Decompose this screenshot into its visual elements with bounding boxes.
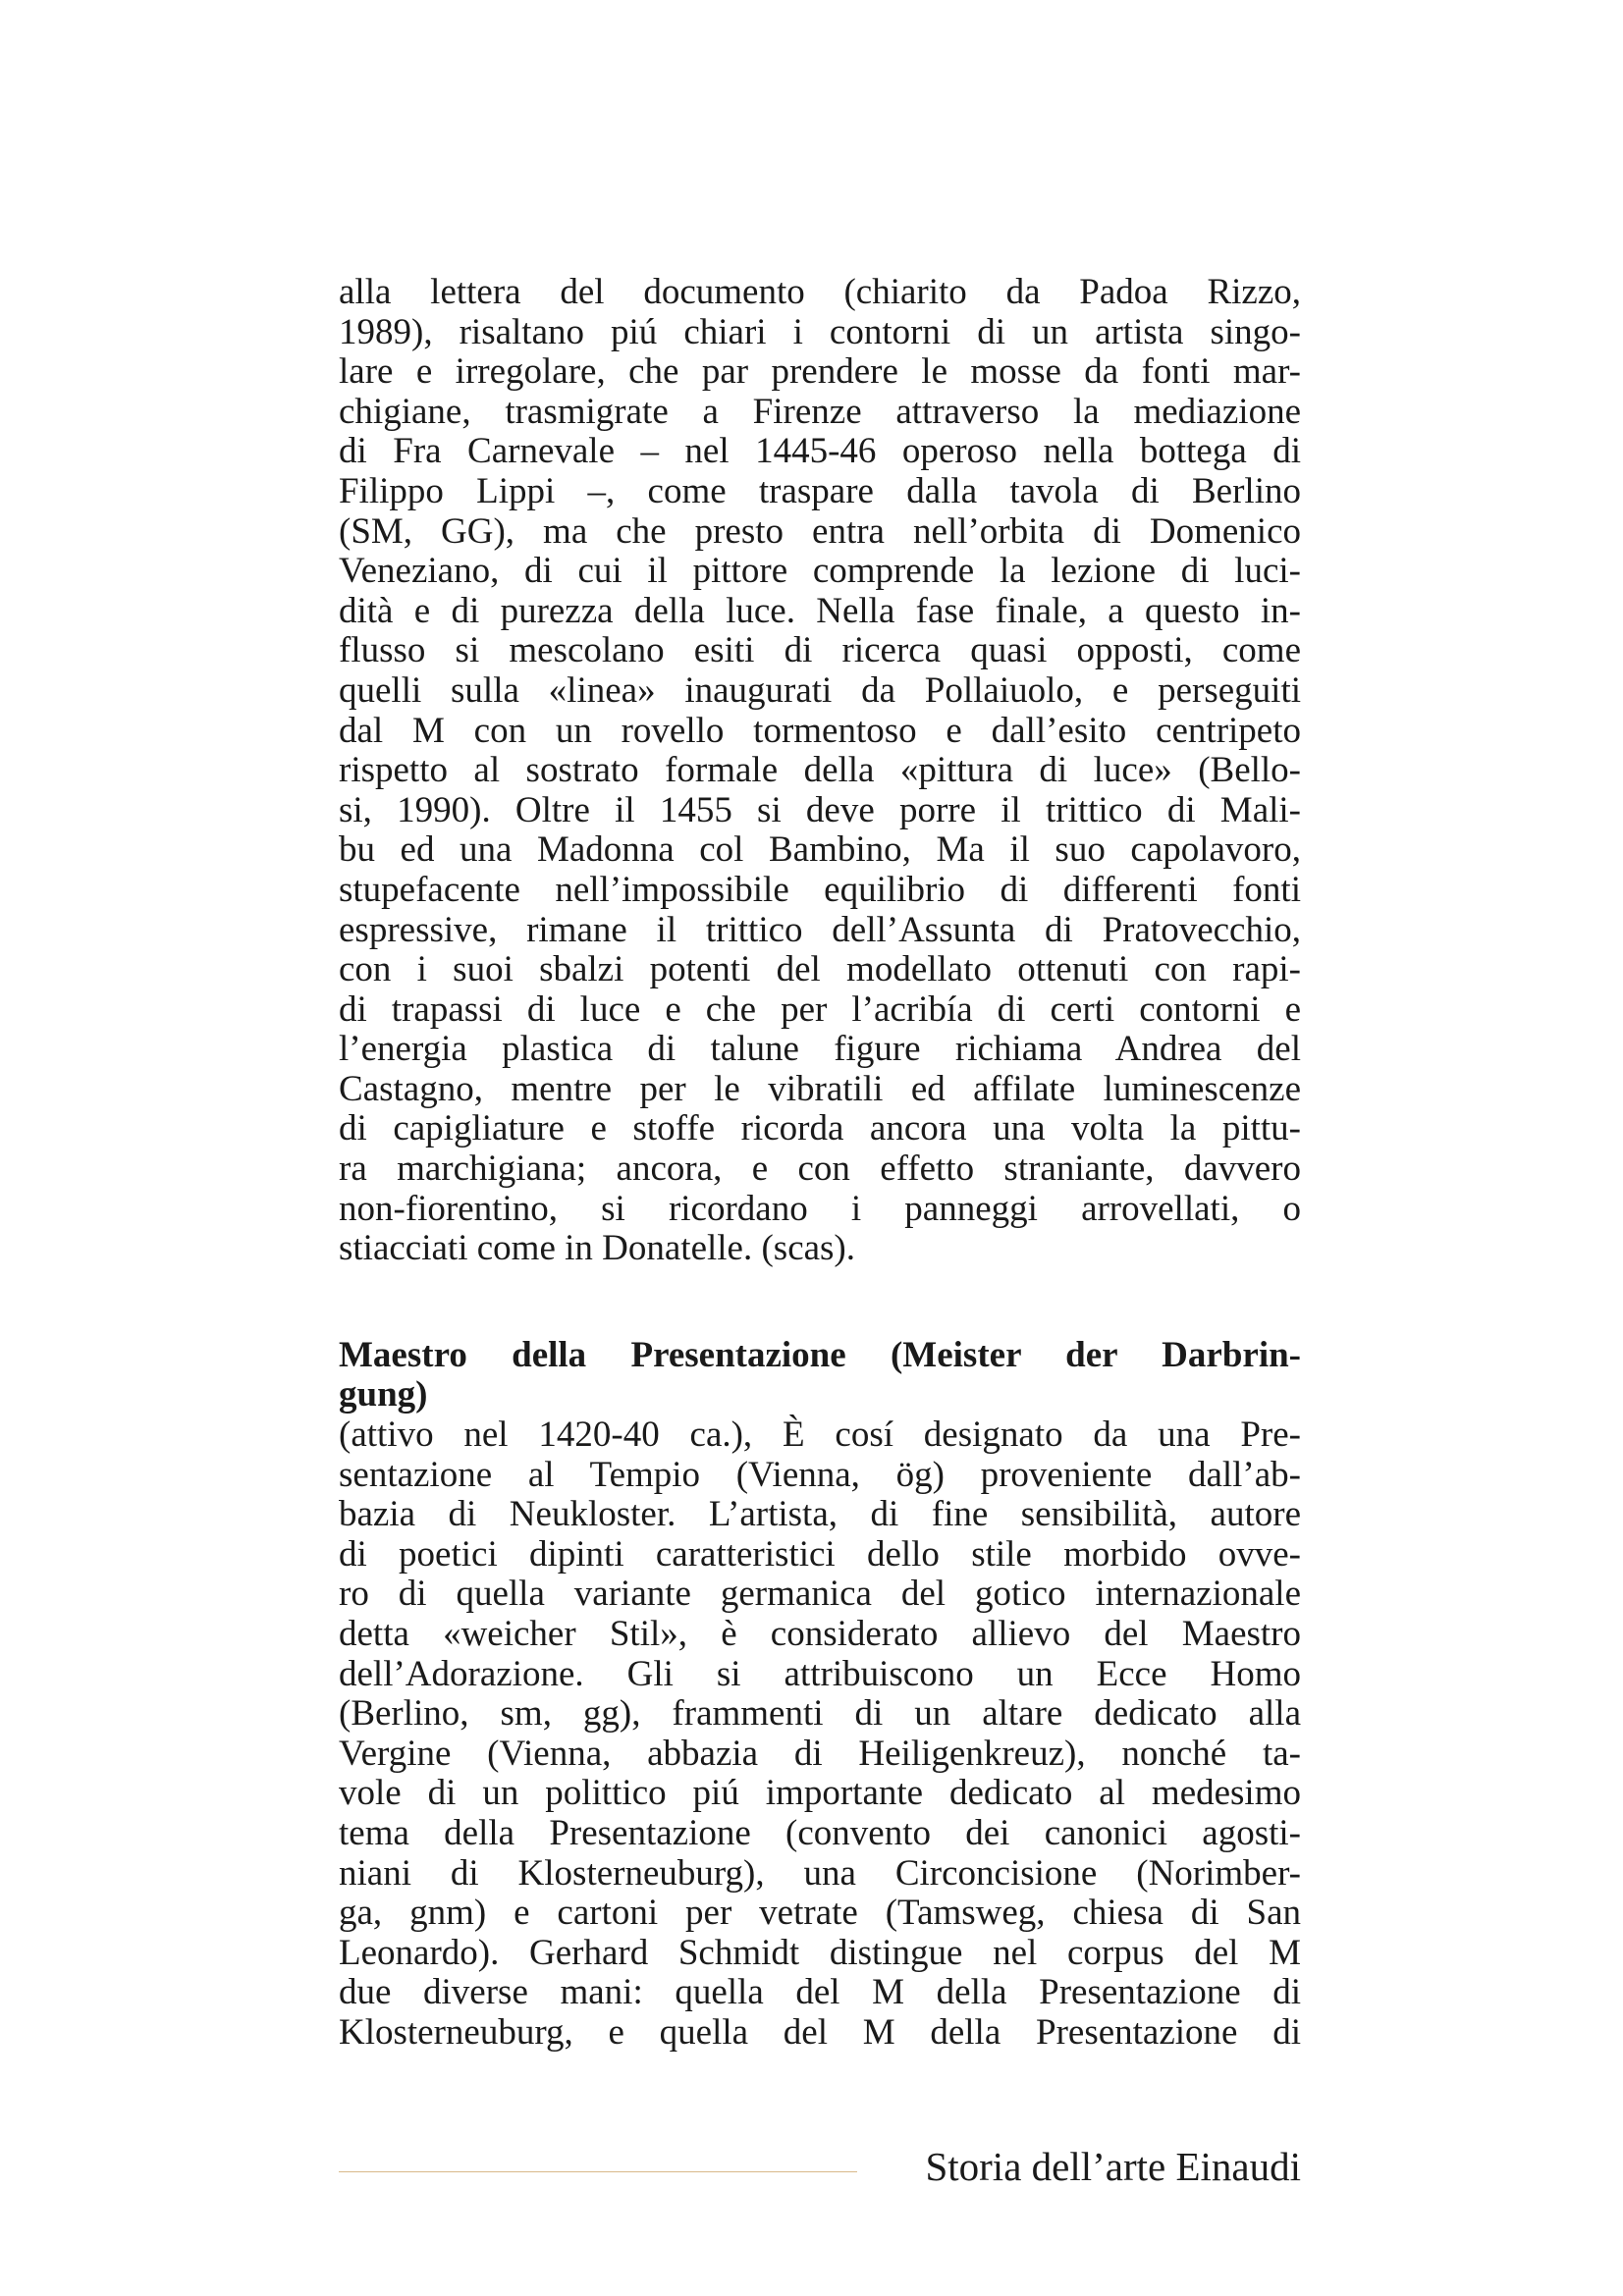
text-line: dità e di purezza della luce. Nella fase finale, a questo in-: [339, 590, 1301, 631]
text-line: Klosterneuburg, e quella del M della Presentazione di: [339, 2011, 1301, 2053]
entry-heading: [339, 1336, 1301, 1415]
text-line: vole di un polittico piú importante dedicato al medesimo: [339, 1773, 1301, 1814]
text-line: Vergine (Vienna, abbazia di Heiligenkreuz), nonché ta-: [339, 1733, 1301, 1774]
page-footer: [339, 2142, 1301, 2191]
text-line: (SM, GG), ma che presto entra nell’orbita di Domenico: [339, 510, 1301, 552]
text-line: espressive, rimane il trittico dell’Assunta di Pratovecchio,: [339, 909, 1301, 950]
text-line: con i suoi sbalzi potenti del modellato ottenuti con rapi-: [339, 949, 1301, 990]
text-line: flusso si mescolano esiti di ricerca quasi opposti, come: [339, 630, 1301, 671]
text-line: l’energia plastica di talune figure richiama Andrea del: [339, 1029, 1301, 1070]
text-line: Castagno, mentre per le vibratili ed affilate luminescenze: [339, 1068, 1301, 1109]
page-content: [339, 273, 1301, 2054]
text-line: Veneziano, di cui il pittore comprende la lezione di luci-: [339, 551, 1301, 592]
text-line: chigiane, trasmigrate a Firenze attraverso la mediazione: [339, 391, 1301, 432]
text-line: (Berlino, sm, gg), frammenti di un altare dedicato alla: [339, 1693, 1301, 1735]
text-line: dal M con un rovello tormentoso e dall’esito centripeto: [339, 710, 1301, 751]
body-paragraph-1: [339, 273, 1301, 1269]
text-line: niani di Klosterneuburg), una Circoncisione (Norimber-: [339, 1852, 1301, 1894]
heading-line: gung): [339, 1374, 428, 1415]
text-line: ra marchigiana; ancora, e con effetto straniante, davvero: [339, 1148, 1301, 1190]
text-line: (attivo nel 1420-40 ca.), È cosí designato da una Pre-: [339, 1415, 1301, 1456]
heading-line: Maestro della Presentazione (Meister der Darbrin-: [339, 1334, 1301, 1375]
footer-title: Storia dell’arte Einaudi: [925, 2144, 1301, 2189]
text-line: ga, gnm) e cartoni per vetrate (Tamsweg, chiesa di San: [339, 1893, 1301, 1934]
text-line: rispetto al sostrato formale della «pittura di luce» (Bello-: [339, 750, 1301, 791]
text-line: si, 1990). Oltre il 1455 si deve porre il trittico di Mali-: [339, 789, 1301, 830]
text-line: bu ed una Madonna col Bambino, Ma il suo capolavoro,: [339, 829, 1301, 871]
text-line: sentazione al Tempio (Vienna, ög) proveniente dall’ab-: [339, 1454, 1301, 1495]
text-line: bazia di Neukloster. L’artista, di fine sensibilità, autore: [339, 1494, 1301, 1535]
body-paragraph-2: [339, 1415, 1301, 2054]
text-line: di poetici dipinti caratteristici dello stile morbido ovve-: [339, 1533, 1301, 1575]
text-line: quelli sulla «linea» inaugurati da Pollaiuolo, e perseguiti: [339, 669, 1301, 711]
text-line: di trapassi di luce e che per l’acribía di certi contorni e: [339, 988, 1301, 1030]
text-line: stupefacente nell’impossibile equilibrio di differenti fonti: [339, 869, 1301, 910]
text-line: due diverse mani: quella del M della Presentazione di: [339, 1972, 1301, 2013]
text-line: di Fra Carnevale – nel 1445-46 operoso nella bottega di: [339, 431, 1301, 472]
text-line: non-fiorentino, si ricordano i panneggi arrovellati, o: [339, 1188, 1301, 1229]
text-line: lare e irregolare, che par prendere le mosse da fonti mar-: [339, 351, 1301, 393]
text-line: Leonardo). Gerhard Schmidt distingue nel corpus del M: [339, 1932, 1301, 1973]
text-line: di capigliature e stoffe ricorda ancora una volta la pittu-: [339, 1108, 1301, 1149]
text-line: 1989), risaltano piú chiari i contorni di un artista singo-: [339, 311, 1301, 352]
footer-rule: [339, 2171, 857, 2172]
text-line: stiacciati come in Donatelle. (scas).: [339, 1228, 856, 1269]
text-line: ro di quella variante germanica del gotico internazionale: [339, 1574, 1301, 1615]
text-line: dell’Adorazione. Gli si attribuiscono un Ecce Homo: [339, 1653, 1301, 1694]
text-line: Filippo Lippi –, come traspare dalla tavola di Berlino: [339, 470, 1301, 511]
text-line: tema della Presentazione (convento dei canonici agosti-: [339, 1812, 1301, 1853]
text-line: detta «weicher Stil», è considerato allievo del Maestro: [339, 1614, 1301, 1654]
text-line: alla lettera del documento (chiarito da Padoa Rizzo,: [339, 272, 1301, 312]
